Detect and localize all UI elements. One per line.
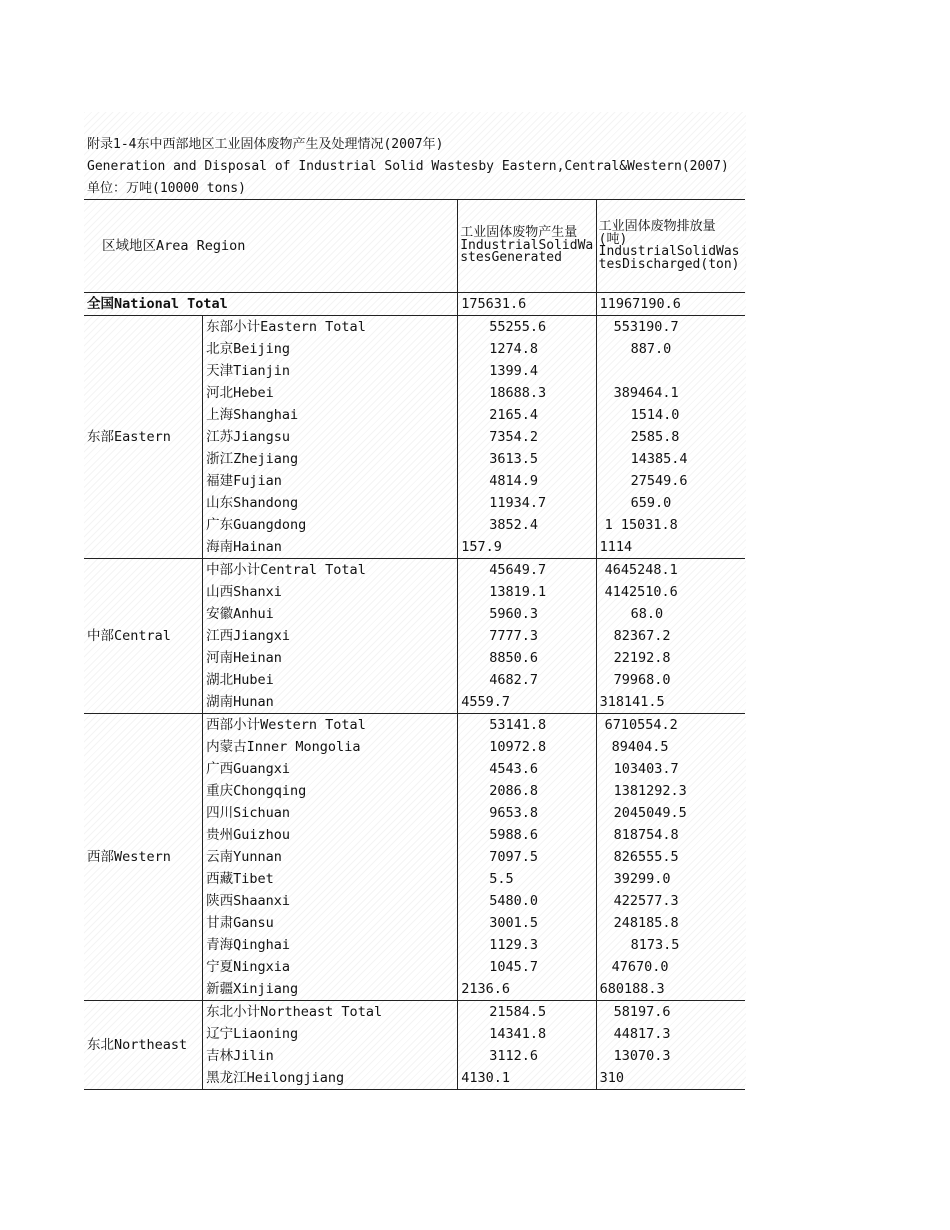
discharged-cell: 6710554.2 bbox=[596, 714, 745, 737]
discharged-cell: 553190.7 bbox=[596, 316, 745, 339]
region-cell: 东部Eastern bbox=[84, 316, 203, 559]
discharged-cell: 82367.2 bbox=[596, 625, 745, 647]
table-row bbox=[84, 714, 745, 737]
unit-label: 单位：万吨(10000 tons) bbox=[87, 181, 246, 196]
province-name-cell: 北京Beijing bbox=[206, 341, 291, 357]
province-name-cell: 河南Heinan bbox=[206, 650, 282, 666]
province-name-cell: 安徽Anhui bbox=[206, 606, 274, 622]
discharged-cell: 248185.8 bbox=[596, 912, 745, 934]
table-header-row bbox=[84, 200, 745, 293]
generated-cell: 13819.1 bbox=[458, 581, 596, 603]
discharged-cell: 39299.0 bbox=[596, 868, 745, 890]
province-name-cell: 黑龙江Heilongjiang bbox=[203, 1067, 458, 1090]
discharged-cell: 310 bbox=[596, 1067, 745, 1090]
generated-cell: 5988.6 bbox=[458, 824, 596, 846]
discharged-cell: 422577.3 bbox=[596, 890, 745, 912]
generated-cell: 7777.3 bbox=[458, 625, 596, 647]
generated-cell: 8850.6 bbox=[458, 647, 596, 669]
discharged-cell: 4142510.6 bbox=[596, 581, 745, 603]
generated-cell: 5960.3 bbox=[458, 603, 596, 625]
discharged-cell: 1381292.3 bbox=[596, 780, 745, 802]
national-total-generated: 175631.6 bbox=[458, 293, 596, 316]
province-name-cell: 中部小计Central Total bbox=[206, 562, 366, 578]
generated-cell: 4814.9 bbox=[458, 470, 596, 492]
province-name-cell: 云南Yunnan bbox=[206, 849, 282, 865]
discharged-cell: 68.0 bbox=[596, 603, 745, 625]
generated-cell: 21584.5 bbox=[458, 1001, 596, 1024]
region-cell: 西部Western bbox=[84, 714, 203, 1001]
header-generated-en: IndustrialSolidWastesGenerated bbox=[460, 237, 594, 266]
discharged-cell: 27549.6 bbox=[596, 470, 745, 492]
generated-cell: 5.5 bbox=[458, 868, 596, 890]
province-name-cell: 福建Fujian bbox=[206, 473, 282, 489]
discharged-cell: 318141.5 bbox=[596, 691, 745, 714]
province-name-cell: 上海Shanghai bbox=[206, 407, 299, 423]
header-generated-zh: 工业固体废物产生量 bbox=[460, 225, 578, 241]
region-cell: 东北Northeast bbox=[84, 1001, 203, 1090]
header-discharged bbox=[596, 200, 745, 293]
discharged-cell: 659.0 bbox=[596, 492, 745, 514]
generated-cell: 4130.1 bbox=[458, 1067, 596, 1090]
discharged-cell: 826555.5 bbox=[596, 846, 745, 868]
province-name-cell: 甘肃Gansu bbox=[206, 915, 274, 931]
province-name-cell: 广西Guangxi bbox=[206, 761, 291, 777]
discharged-cell bbox=[596, 360, 745, 382]
province-name-cell: 天津Tianjin bbox=[206, 363, 291, 379]
generated-cell: 5480.0 bbox=[458, 890, 596, 912]
province-name-cell: 海南Hainan bbox=[203, 536, 458, 559]
discharged-cell: 47670.0 bbox=[596, 956, 745, 978]
province-name-cell: 江苏Jiangsu bbox=[206, 429, 291, 445]
province-name-cell: 内蒙古Inner Mongolia bbox=[206, 739, 361, 755]
generated-cell: 1274.8 bbox=[458, 338, 596, 360]
table-row bbox=[84, 316, 745, 339]
province-name-cell: 宁夏Ningxia bbox=[206, 959, 291, 975]
table-row bbox=[84, 559, 745, 582]
spreadsheet-sheet bbox=[84, 112, 746, 1090]
header-discharged-zh: 工业固体废物排放量(吨) bbox=[598, 219, 716, 247]
generated-cell: 53141.8 bbox=[458, 714, 596, 737]
discharged-cell: 1114 bbox=[596, 536, 745, 559]
discharged-cell: 4645248.1 bbox=[596, 559, 745, 582]
province-name-cell: 浙江Zhejiang bbox=[206, 451, 299, 467]
province-name-cell: 广东Guangdong bbox=[206, 517, 307, 533]
generated-cell: 14341.8 bbox=[458, 1023, 596, 1045]
discharged-cell: 58197.6 bbox=[596, 1001, 745, 1024]
generated-cell: 1399.4 bbox=[458, 360, 596, 382]
generated-cell: 4559.7 bbox=[458, 691, 596, 714]
generated-cell: 157.9 bbox=[458, 536, 596, 559]
discharged-cell: 2585.8 bbox=[596, 426, 745, 448]
generated-cell: 4682.7 bbox=[458, 669, 596, 691]
discharged-cell: 389464.1 bbox=[596, 382, 745, 404]
discharged-cell: 887.0 bbox=[596, 338, 745, 360]
discharged-cell: 8173.5 bbox=[596, 934, 745, 956]
waste-table bbox=[84, 199, 745, 1090]
province-name-cell: 四川Sichuan bbox=[206, 805, 291, 821]
discharged-cell: 818754.8 bbox=[596, 824, 745, 846]
region-cell: 中部Central bbox=[84, 559, 203, 714]
national-total-discharged: 11967190.6 bbox=[596, 293, 745, 316]
header-generated bbox=[458, 200, 596, 293]
national-total-row bbox=[84, 293, 745, 316]
generated-cell: 18688.3 bbox=[458, 382, 596, 404]
header-discharged-en: IndustrialSolidWastesDischarged(ton) bbox=[598, 244, 740, 272]
province-name-cell: 陕西Shaanxi bbox=[206, 893, 291, 909]
province-name-cell: 青海Qinghai bbox=[206, 937, 291, 953]
generated-cell: 1129.3 bbox=[458, 934, 596, 956]
province-name-cell: 西部小计Western Total bbox=[206, 717, 366, 733]
generated-cell: 3613.5 bbox=[458, 448, 596, 470]
generated-cell: 10972.8 bbox=[458, 736, 596, 758]
generated-cell: 55255.6 bbox=[458, 316, 596, 339]
province-name-cell: 湖北Hubei bbox=[206, 672, 274, 688]
generated-cell: 7354.2 bbox=[458, 426, 596, 448]
discharged-cell: 680188.3 bbox=[596, 978, 745, 1001]
generated-cell: 7097.5 bbox=[458, 846, 596, 868]
discharged-cell: 89404.5 bbox=[596, 736, 745, 758]
discharged-cell: 103403.7 bbox=[596, 758, 745, 780]
discharged-cell: 2045049.5 bbox=[596, 802, 745, 824]
province-name-cell: 山西Shanxi bbox=[206, 584, 282, 600]
table-title-zh: 附录1-4东中西部地区工业固体废物产生及处理情况(2007年) bbox=[87, 137, 444, 152]
province-name-cell: 新疆Xinjiang bbox=[203, 978, 458, 1001]
discharged-cell: 14385.4 bbox=[596, 448, 745, 470]
discharged-cell: 1 15031.8 bbox=[596, 514, 745, 536]
generated-cell: 3112.6 bbox=[458, 1045, 596, 1067]
province-name-cell: 江西Jiangxi bbox=[206, 628, 291, 644]
province-name-cell: 山东Shandong bbox=[206, 495, 299, 511]
generated-cell: 3852.4 bbox=[458, 514, 596, 536]
province-name-cell: 贵州Guizhou bbox=[206, 827, 291, 843]
province-name-cell: 河北Hebei bbox=[206, 385, 274, 401]
generated-cell: 2136.6 bbox=[458, 978, 596, 1001]
generated-cell: 1045.7 bbox=[458, 956, 596, 978]
discharged-cell: 22192.8 bbox=[596, 647, 745, 669]
generated-cell: 2086.8 bbox=[458, 780, 596, 802]
province-name-cell: 湖南Hunan bbox=[203, 691, 458, 714]
generated-cell: 3001.5 bbox=[458, 912, 596, 934]
discharged-cell: 44817.3 bbox=[596, 1023, 745, 1045]
national-total-label: 全国National Total bbox=[84, 293, 458, 316]
generated-cell: 9653.8 bbox=[458, 802, 596, 824]
discharged-cell: 79968.0 bbox=[596, 669, 745, 691]
discharged-cell: 1514.0 bbox=[596, 404, 745, 426]
province-name-cell: 重庆Chongqing bbox=[206, 783, 307, 799]
header-area-region: 区域地区Area Region bbox=[84, 200, 458, 293]
discharged-cell: 13070.3 bbox=[596, 1045, 745, 1067]
province-name-cell: 东部小计Eastern Total bbox=[206, 319, 366, 335]
table-title-en: Generation and Disposal of Industrial Solid Wastesby Eastern,Central&Western(2007) bbox=[87, 159, 729, 174]
generated-cell: 2165.4 bbox=[458, 404, 596, 426]
province-name-cell: 辽宁Liaoning bbox=[206, 1026, 299, 1042]
province-name-cell: 东北小计Northeast Total bbox=[206, 1004, 383, 1020]
province-name-cell: 吉林Jilin bbox=[206, 1048, 274, 1064]
table-row bbox=[84, 1001, 745, 1024]
generated-cell: 45649.7 bbox=[458, 559, 596, 582]
province-name-cell: 西藏Tibet bbox=[206, 871, 274, 887]
generated-cell: 11934.7 bbox=[458, 492, 596, 514]
generated-cell: 4543.6 bbox=[458, 758, 596, 780]
